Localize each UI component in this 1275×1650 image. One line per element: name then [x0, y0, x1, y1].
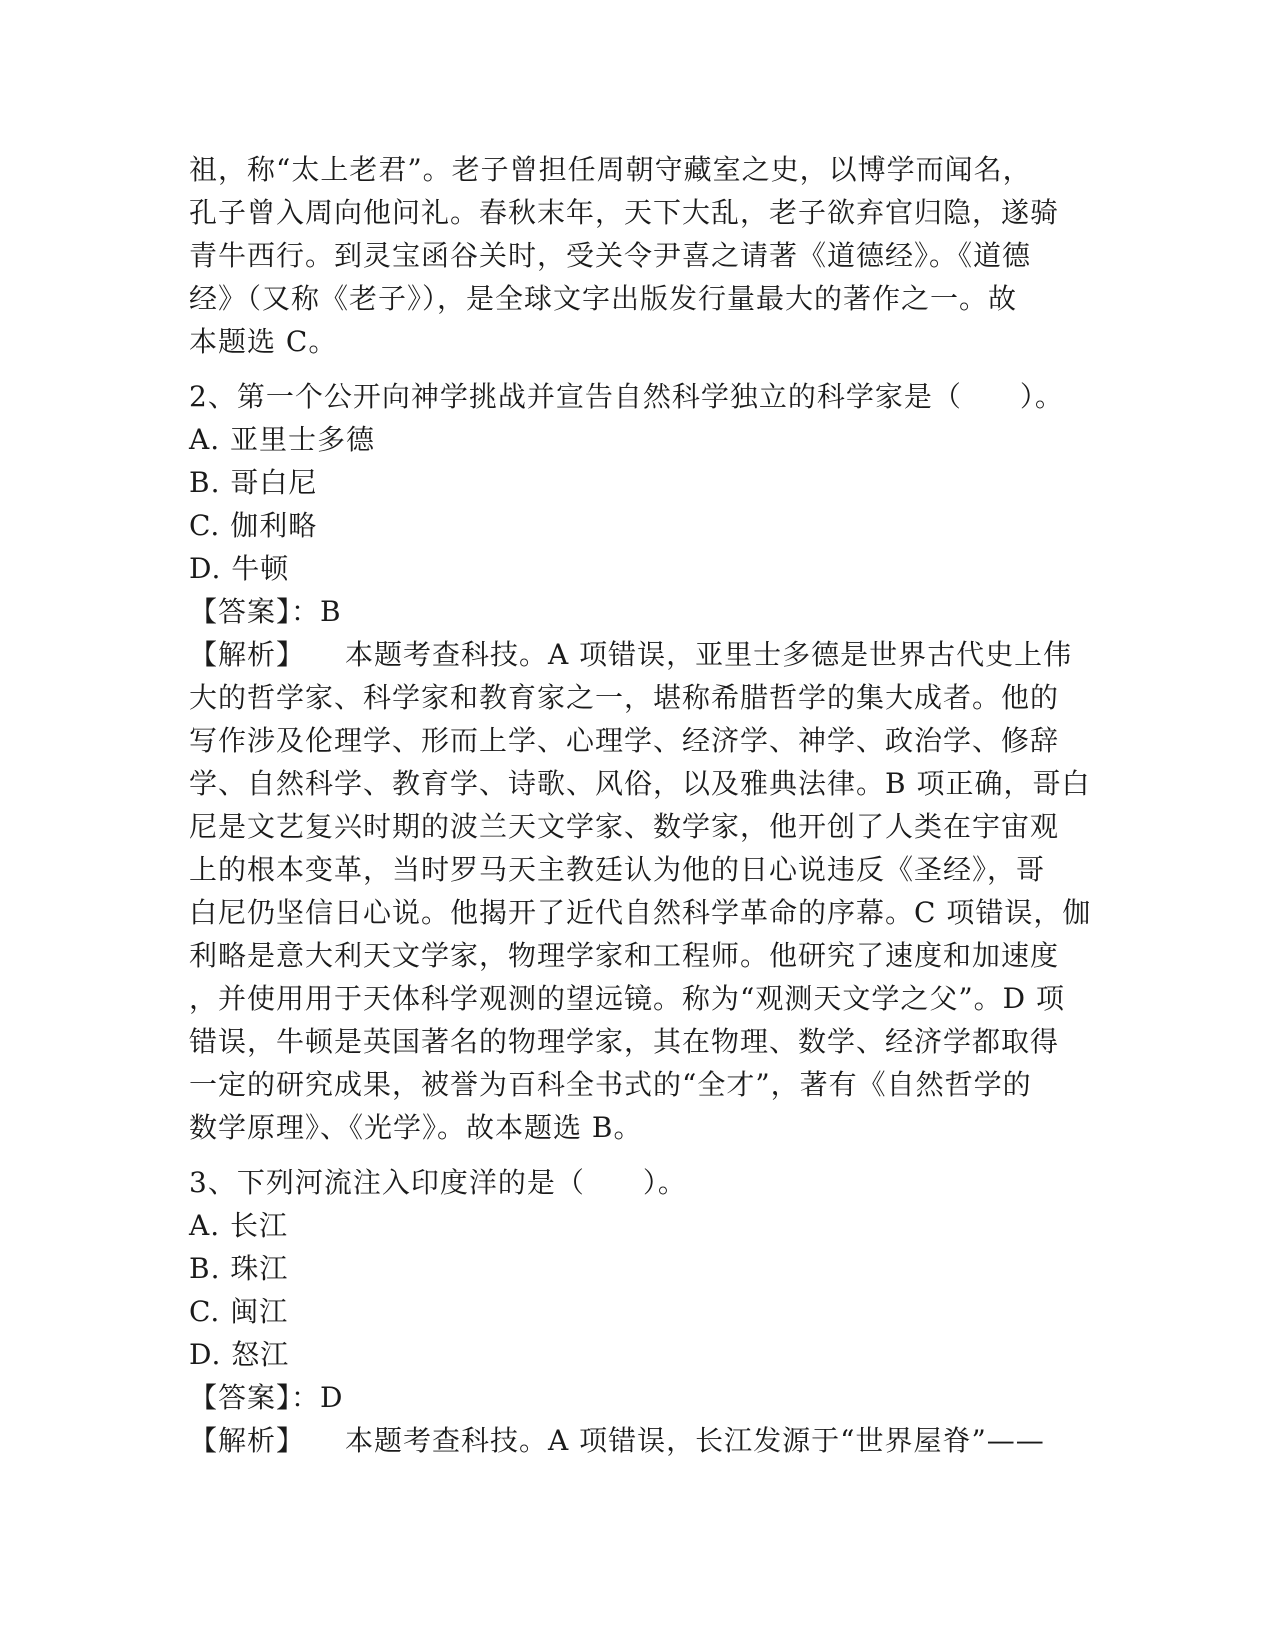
option-a: A. 亚里士多德	[189, 423, 376, 456]
text-line: 孔子曾入周向他问礼。春秋末年，天下大乱，老子欲弃官归隐，遂骑	[189, 196, 1060, 229]
analysis-label: 【解析】	[189, 638, 306, 671]
answer-line	[189, 590, 1069, 633]
question-2	[189, 375, 1092, 1149]
answer-line	[189, 1376, 1069, 1419]
analysis-line	[189, 633, 1073, 676]
analysis-line: 学、自然科学、教育学、诗歌、风俗，以及雅典法律。B 项正确，哥白	[189, 767, 1091, 800]
option-d: D. 牛顿	[189, 552, 290, 585]
analysis-line	[189, 1419, 1069, 1462]
answer-label: 【答案】：	[189, 595, 321, 628]
analysis-line: 写作涉及伦理学、形而上学、心理学、经济学、神学、政治学、修辞	[189, 724, 1060, 757]
analysis-line: 白尼仍坚信日心说。他揭开了近代自然科学革命的序幕。C 项错误，伽	[189, 896, 1092, 929]
option-b: B. 哥白尼	[189, 466, 318, 499]
analysis-line: ，并使用用于天体科学观测的望远镜。称为“观测天文学之父”。D 项	[189, 982, 1065, 1015]
text-line: 祖，称“太上老君”。老子曾担任周朝守藏室之史，以博学而闻名，	[189, 153, 1032, 186]
answer-value: B	[320, 595, 342, 628]
analysis-text: 本题考查科技。A 项错误，亚里士多德是世界古代史上伟	[345, 638, 1073, 671]
question-text: 3、下列河流注入印度洋的是（ ）。	[189, 1166, 687, 1199]
analysis-line: 大的哲学家、科学家和教育家之一，堪称希腊哲学的集大成者。他的	[189, 681, 1060, 714]
analysis-line: 数学原理》、《光学》。故本题选 B。	[189, 1111, 643, 1144]
option-b: B. 珠江	[189, 1252, 289, 1285]
analysis-text: 本题考查科技。A 项错误，长江发源于“世界屋脊”——	[345, 1424, 1045, 1457]
question-text: 2、第一个公开向神学挑战并宣告自然科学独立的科学家是（ ）。	[189, 380, 1064, 413]
option-c: C. 闽江	[189, 1295, 289, 1328]
option-d: D. 怒江	[189, 1338, 290, 1371]
analysis-line: 尼是文艺复兴时期的波兰天文学家、数学家，他开创了人类在宇宙观	[189, 810, 1060, 843]
answer-value: D	[320, 1381, 344, 1414]
text-line: 本题选 C。	[189, 325, 338, 358]
prev-explanation	[189, 148, 1069, 363]
text-line: 经》（又称《老子》），是全球文字出版发行量最大的著作之一。故	[189, 282, 1018, 315]
answer-label: 【答案】：	[189, 1381, 321, 1414]
analysis-label: 【解析】	[189, 1424, 306, 1457]
option-a: A. 长江	[189, 1209, 289, 1242]
analysis-line: 利略是意大利天文学家，物理学家和工程师。他研究了速度和加速度	[189, 939, 1060, 972]
question-3	[189, 1161, 1069, 1462]
option-c: C. 伽利略	[189, 509, 318, 542]
analysis-line: 上的根本变革，当时罗马天主教廷认为他的日心说违反《圣经》，哥	[189, 853, 1046, 886]
document-page	[189, 148, 1092, 1462]
analysis-line: 一定的研究成果，被誉为百科全书式的“全才”，著有《自然哲学的	[189, 1068, 1032, 1101]
text-line: 青牛西行。到灵宝函谷关时，受关令尹喜之请著《道德经》。《道德	[189, 239, 1032, 272]
analysis-line: 错误，牛顿是英国著名的物理学家，其在物理、数学、经济学都取得	[189, 1025, 1060, 1058]
